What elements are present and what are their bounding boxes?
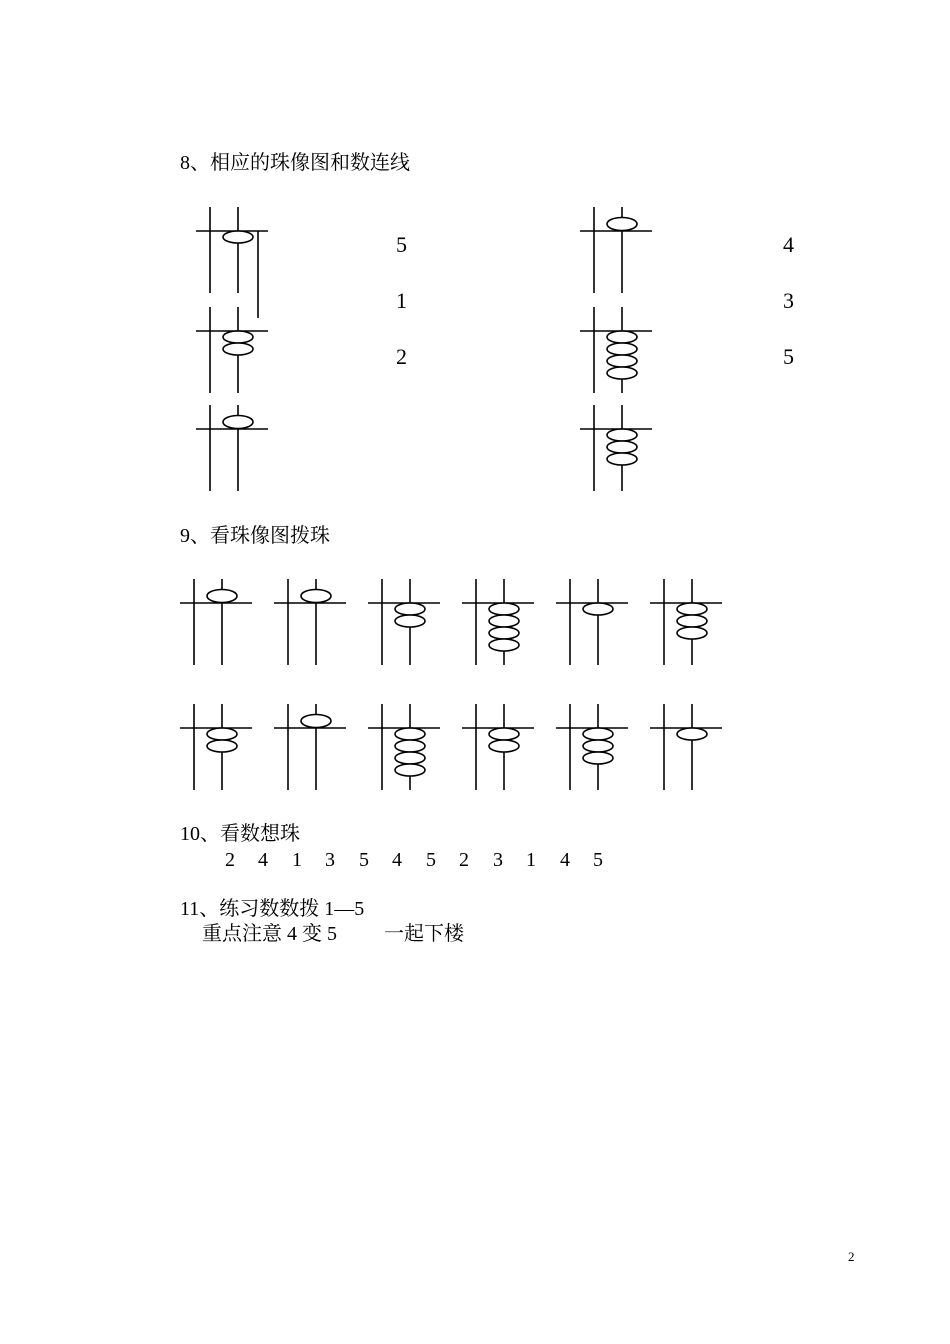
lower-bead — [677, 615, 707, 627]
q11-note2: 一起下楼 — [384, 923, 464, 945]
q8-right-number-2: 3 — [783, 288, 794, 313]
q11-note: 重点注意 4 变 5 — [202, 923, 337, 945]
q10-number: 5 — [426, 849, 436, 871]
upper-bead — [607, 218, 637, 231]
lower-bead — [583, 752, 613, 764]
lower-bead — [607, 441, 637, 453]
lower-bead — [583, 740, 613, 752]
lower-bead — [489, 639, 519, 651]
lower-bead — [395, 728, 425, 740]
q10-number: 5 — [359, 849, 369, 871]
q8-title: 8、相应的珠像图和数连线 — [180, 152, 410, 174]
q10-number: 5 — [593, 849, 603, 871]
page-number: 2 — [848, 1249, 855, 1264]
q10-number: 3 — [493, 849, 503, 871]
lower-bead — [223, 343, 253, 355]
q9-title: 9、看珠像图拨珠 — [180, 525, 330, 547]
lower-bead — [489, 728, 519, 740]
upper-bead — [207, 590, 237, 603]
lower-bead — [607, 343, 637, 355]
lower-bead — [489, 627, 519, 639]
q10-number: 1 — [292, 849, 302, 871]
q10-number: 4 — [560, 849, 570, 871]
lower-bead — [607, 331, 637, 343]
q10-number: 1 — [526, 849, 536, 871]
lower-bead — [677, 728, 707, 740]
q10-number-row — [0, 848, 950, 872]
upper-bead — [301, 590, 331, 603]
lower-bead — [583, 603, 613, 615]
lower-bead — [223, 331, 253, 343]
lower-bead — [489, 740, 519, 752]
q10-number: 2 — [459, 849, 469, 871]
q8-right-number-3: 5 — [783, 344, 794, 369]
lower-bead — [677, 603, 707, 615]
q10-title: 10、看数想珠 — [180, 823, 300, 845]
lower-bead — [607, 367, 637, 379]
lower-bead — [489, 603, 519, 615]
lower-bead — [395, 603, 425, 615]
lower-bead — [395, 615, 425, 627]
lower-bead — [607, 355, 637, 367]
q10-number: 3 — [325, 849, 335, 871]
q10-number: 2 — [225, 849, 235, 871]
q11-title: 11、练习数数拨 1—5 — [180, 898, 365, 920]
q10-number: 4 — [392, 849, 402, 871]
q10-number: 4 — [258, 849, 268, 871]
lower-bead — [207, 728, 237, 740]
lower-bead — [489, 615, 519, 627]
upper-bead — [223, 416, 253, 429]
upper-bead — [301, 715, 331, 728]
q8-left-number-3: 2 — [396, 344, 407, 369]
lower-bead — [395, 764, 425, 776]
lower-bead — [677, 627, 707, 639]
lower-bead — [207, 740, 237, 752]
q8-left-number-1: 5 — [396, 232, 407, 257]
lower-bead — [395, 740, 425, 752]
lower-bead — [607, 453, 637, 465]
q8-left-number-2: 1 — [396, 288, 407, 313]
q8-right-number-1: 4 — [783, 232, 794, 257]
lower-bead — [395, 752, 425, 764]
lower-bead — [607, 429, 637, 441]
lower-bead — [583, 728, 613, 740]
lower-bead — [223, 231, 253, 243]
